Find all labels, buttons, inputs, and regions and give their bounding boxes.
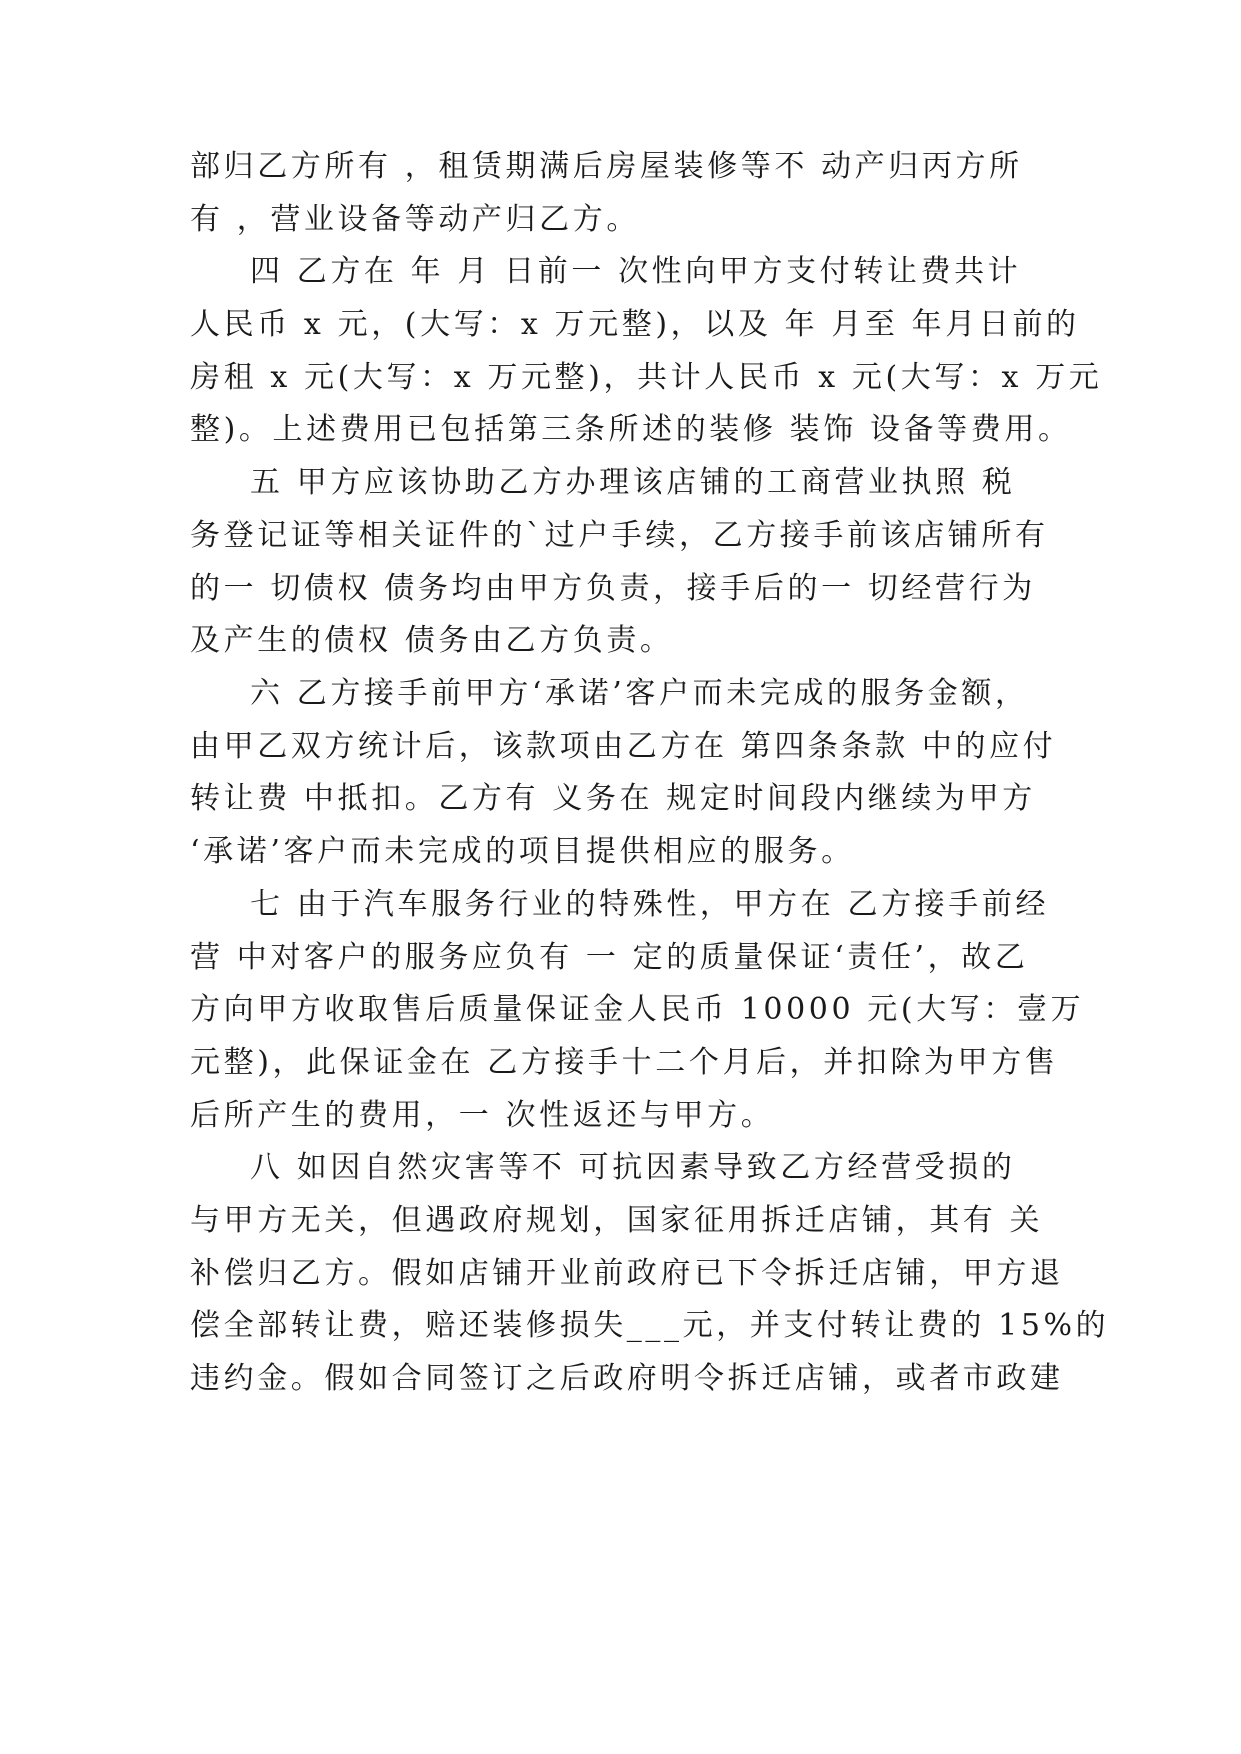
text-line: 部归乙方所有 ，租赁期满后房屋装修等不 动产归丙方所 — [190, 149, 1023, 184]
text-line: 整)。上述费用已包括第三条所述的装修 装饰 设备等费用。 — [190, 412, 1072, 447]
text-line: 由甲乙双方统计后，该款项由乙方在 第四条条款 中的应付 — [190, 729, 1057, 764]
text-line: 务登记证等相关证件的`过户手续，乙方接手前该店铺所有 — [190, 518, 1049, 553]
clause-8-heading-line: 八 如因自然灾害等不 可抗因素导致乙方经营受损的 — [250, 1150, 1016, 1185]
clause-5-heading-line: 五 甲方应该协助乙方办理该店铺的工商营业执照 税 — [250, 465, 1016, 500]
text-line: 偿全部转让费，赔还装修损失___元，并支付转让费的 15%的 — [190, 1308, 1110, 1343]
text-line: 有 ，营业设备等动产归乙方。 — [190, 202, 640, 237]
text-line: 与甲方无关，但遇政府规划，国家征用拆迁店铺，其有 关 — [190, 1203, 1044, 1238]
text-line: 违约金。假如合同签订之后政府明令拆迁店铺，或者市政建 — [190, 1361, 1064, 1396]
clause-6-heading-line: 六 乙方接手前甲方‘承诺’客户而未完成的服务金额， — [250, 676, 1029, 711]
text-line: 后所产生的费用，一 次性返还与甲方。 — [190, 1098, 775, 1133]
text-line: 房租 x 元(大写：x 万元整)，共计人民币 x 元(大写：x 万元 — [190, 360, 1103, 395]
text-line: 元整)，此保证金在 乙方接手十二个月后，并扣除为甲方售 — [190, 1045, 1059, 1080]
text-line: 转让费 中抵扣。乙方有 义务在 规定时间段内继续为甲方 — [190, 781, 1036, 816]
text-line: ‘承诺’客户而未完成的项目提供相应的服务。 — [190, 834, 855, 869]
text-line: 营 中对客户的服务应负有 一 定的质量保证‘责任’，故乙 — [190, 940, 1029, 975]
clause-4-heading-line: 四 乙方在 年 月 日前一 次性向甲方支付转让费共计 — [250, 254, 1022, 289]
clause-7-heading-line: 七 由于汽车服务行业的特殊性，甲方在 乙方接手前经 — [250, 887, 1050, 922]
text-line: 补偿归乙方。假如店铺开业前政府已下令拆迁店铺，甲方退 — [190, 1256, 1064, 1291]
text-line: 方向甲方收取售后质量保证金人民币 10000 元(大写：壹万 — [190, 992, 1085, 1027]
text-line: 及产生的债权 债务由乙方负责。 — [190, 623, 674, 658]
text-line: 人民币 x 元，(大写：x 万元整)，以及 年 月至 年月日前的 — [190, 307, 1080, 342]
text-line: 的一 切债权 债务均由甲方负责，接手后的一 切经营行为 — [190, 571, 1036, 606]
